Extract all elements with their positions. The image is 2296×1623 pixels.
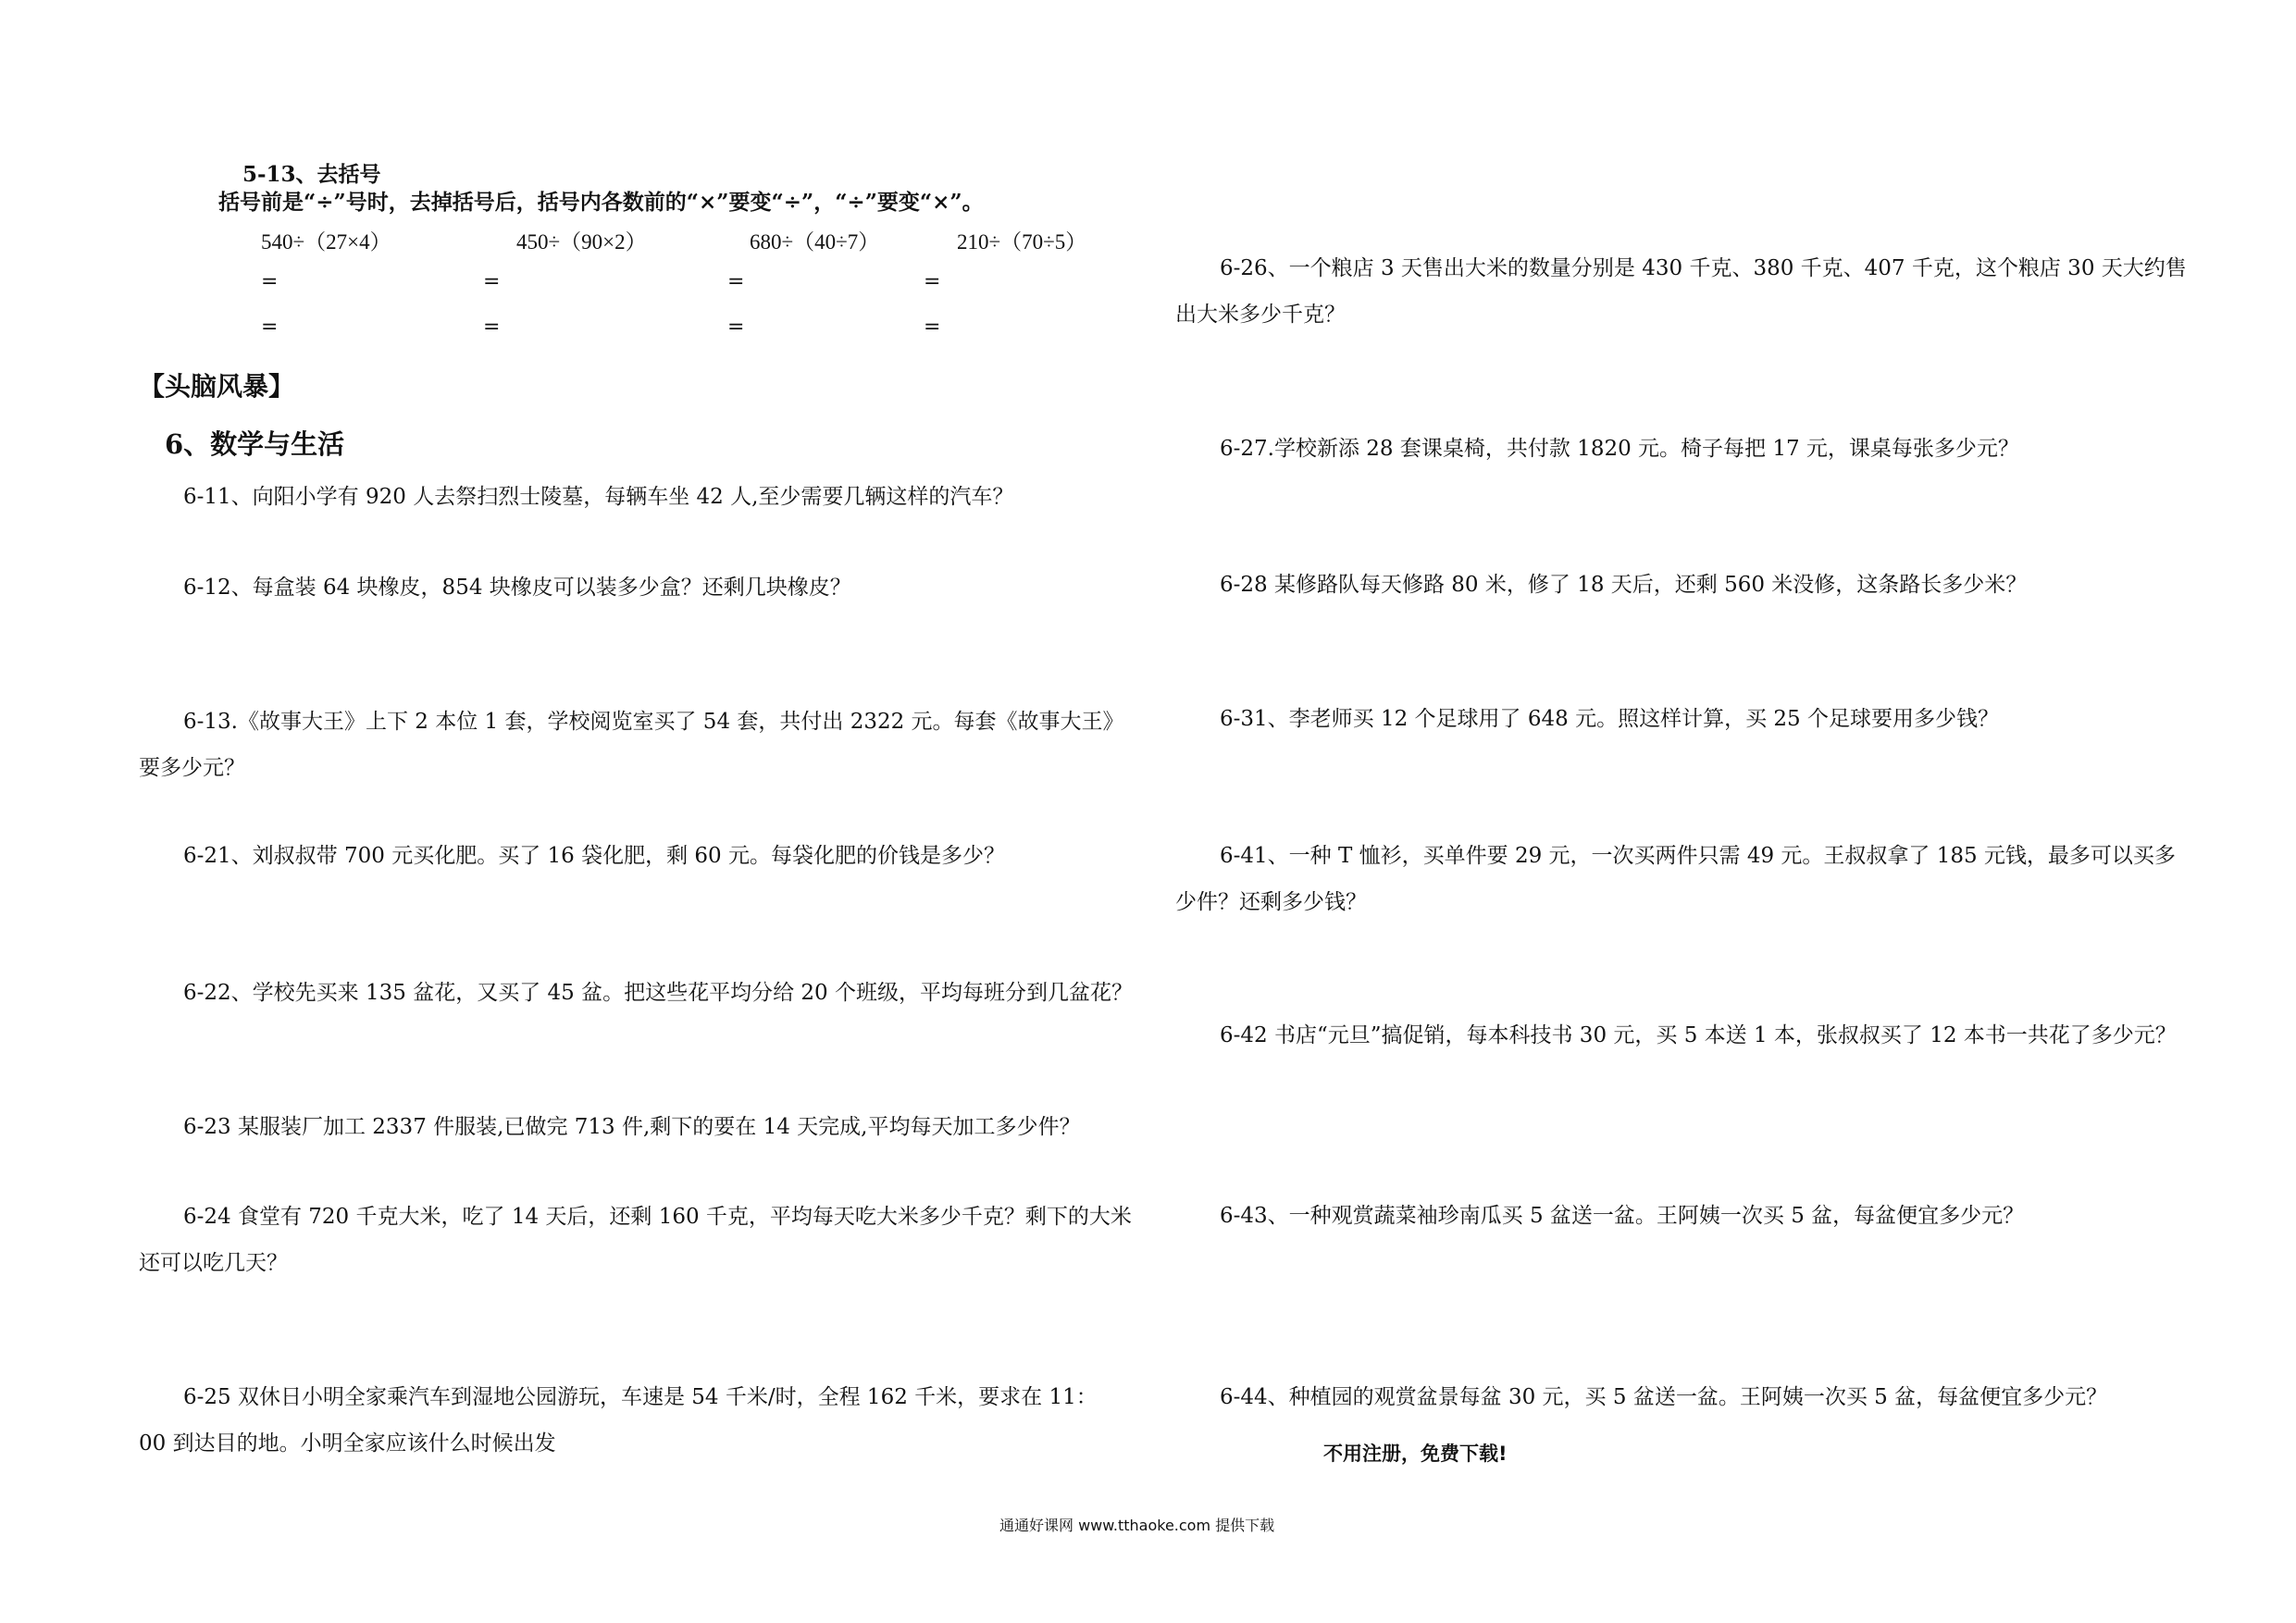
eq-sign: = [261,316,279,339]
problem-6-41: 6-41、一种 T 恤衫，买单件要 29 元，一次买两件只需 49 元。王叔叔拿了 185 元钱，最多可以买多少件？还剩多少钱？ [1175,844,2176,914]
section-5-13-title: 5-13、去括号 [242,162,381,187]
brainstorm-heading: 【头脑风暴】 [139,371,295,402]
eq-sign: = [727,270,745,293]
problem-6-27: 6-27.学校新添 28 套课桌椅，共付款 1820 元。椅子每把 17 元，课桌每张多少元？ [1220,437,2019,461]
free-download-note: 不用注册，免费下载! [1323,1443,1508,1465]
problem-6-22: 6-22、学校先买来 135 盆花，又买了 45 盆。把这些花平均分给 20 个班级，平均每班分到几盆花？ [183,981,1133,1005]
eq-sign: = [924,270,941,293]
problem-6-24: 6-24 食堂有 720 千克大米，吃了 14 天后，还剩 160 千克，平均每天吃大米多少千克？剩下的大米还可以吃几天？ [139,1205,1132,1275]
problem-6-11: 6-11、向阳小学有 920 人去祭扫烈士陵墓，每辆车坐 42 人,至少需要几辆这样的汽车？ [183,485,1014,509]
problem-6-25: 6-25 双休日小明全家乘汽车到湿地公园游玩，车速是 54 千米/时，全程 162 千米，要求在 11：00 到达目的地。小明全家应该什么时候出发 [139,1385,1098,1456]
problem-6-12: 6-12、每盒装 64 块橡皮，854 块橡皮可以装多少盒？还剩几块橡皮？ [183,576,851,600]
expression-2: 450÷（90×2） [516,230,647,254]
problem-6-26: 6-26、一个粮店 3 天售出大米的数量分别是 430 千克、380 千克、407 千克，这个粮店 30 天大约售出大米多少千克？ [1175,256,2187,327]
problem-6-23: 6-23 某服装厂加工 2337 件服装,已做完 713 件,剩下的要在 14 天完成,平均每天加工多少件？ [183,1115,1081,1139]
problem-6-28: 6-28 某修路队每天修路 80 米，修了 18 天后，还剩 560 米没修，这条路长多少米？ [1220,573,2028,597]
section-6-title: 6、数学与生活 [165,428,345,460]
expression-1: 540÷（27×4） [261,230,391,254]
problem-6-42: 6-42 书店“元旦”搞促销，每本科技书 30 元，买 5 本送 1 本，张叔叔买了 12 本书一共花了多少元？ [1220,1023,2177,1047]
eq-sign: = [483,316,501,339]
problem-6-43: 6-43、一种观赏蔬菜袖珍南瓜买 5 盆送一盆。王阿姨一次买 5 盆，每盆便宜多少元？ [1220,1204,2025,1228]
eq-sign: = [261,270,279,293]
problem-6-44: 6-44、种植园的观赏盆景每盆 30 元，买 5 盆送一盆。王阿姨一次买 5 盆，每盆便宜多少元？ [1220,1385,2108,1409]
bracket-rule: 括号前是“÷”号时，去掉括号后，括号内各数前的“×”要变“÷”，“÷”要变“×”。 [218,190,984,215]
eq-sign: = [727,316,745,339]
expression-4: 210÷（70÷5） [957,230,1087,254]
problem-6-31: 6-31、李老师买 12 个足球用了 648 元。照这样计算，买 25 个足球要用多少钱？ [1220,707,1999,731]
page-footer: 通通好课网 www.tthaoke.com 提供下载 [999,1517,1275,1534]
problem-6-21: 6-21、刘叔叔带 700 元买化肥。买了 16 袋化肥，剩 60 元。每袋化肥的价钱是多少？ [183,844,1005,868]
eq-sign: = [483,270,501,293]
eq-sign: = [924,316,941,339]
expression-3: 680÷（40÷7） [750,230,880,254]
problem-6-13: 6-13.《故事大王》上下 2 本位 1 套，学校阅览室买了 54 套，共付出 2322 元。每套《故事大王》要多少元？ [139,710,1124,780]
